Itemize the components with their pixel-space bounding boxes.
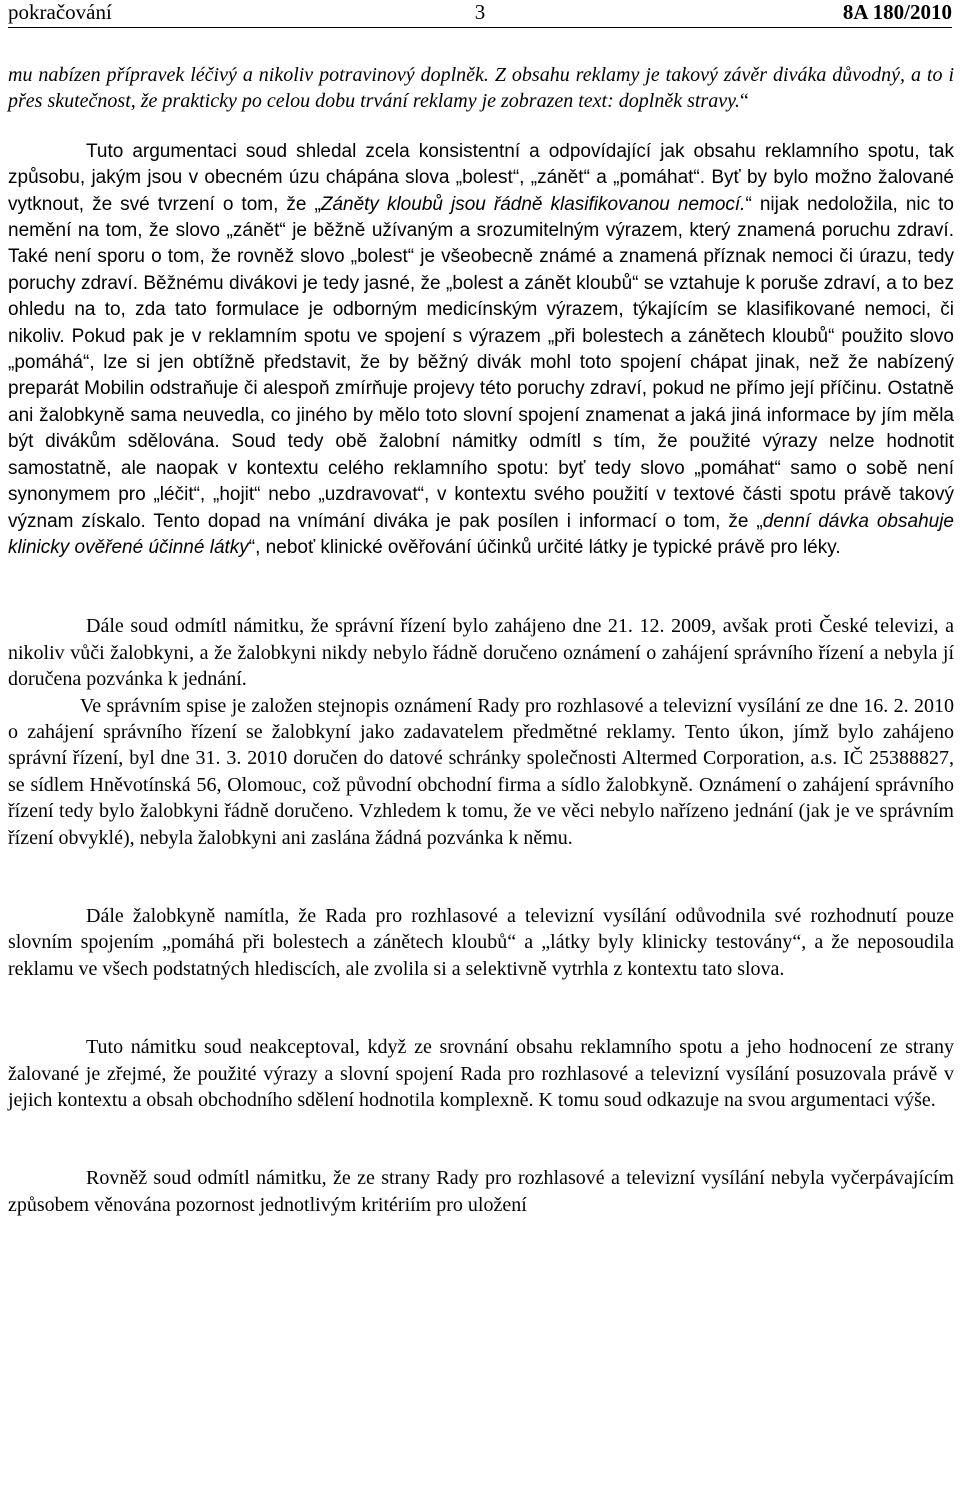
- closing-quote: “: [739, 90, 749, 113]
- paragraph-argumentation-text-c: “, neboť klinické ověřování účinků určité látky je typické právě pro léky.: [248, 536, 841, 558]
- paragraph-argumentation-text-a: Tuto argumentaci soud shledal zcela konsistentní a odpovídající jak obsahu reklamního spotu, tak způsobu, jakým jsou v obecném úzu chápána slova „bolest“, „zánět“ a „pomáhat“. Byť by bylo možno žalované vytknout, že své tvrzení o tom, že „: [8, 140, 954, 215]
- page-header: [8, 0, 952, 36]
- header-divider: [8, 27, 952, 28]
- page-number: 3: [474, 0, 486, 24]
- paragraph-criteria-objection: Rovněž soud odmítl námitku, že ze strany Rady pro rozhlasové a televizní vysílání nebyla vyčerpávajícím způsobem věnována pozornost jednotlivým kritériím pro uložení: [8, 1167, 954, 1216]
- paragraph-proceedings-objection: Dále soud odmítl námitku, že správní řízení bylo zahájeno dne 21. 12. 2009, avšak proti České televizi, a nikoliv vůči žalobkyni, a že žalobkyni nikdy nebylo řádně doručeno oznámení o zahájení správního řízení a nebyla jí doručena pozvánka k jednání.: [8, 615, 954, 691]
- case-number: 8A 180/2010: [842, 0, 952, 24]
- document-body: [8, 62, 954, 1218]
- paragraph-argumentation: [8, 139, 954, 562]
- paragraph-council-reasoning: Dále žalobkyně namítla, že Rada pro rozhlasové a televizní vysílání odůvodnila své rozhodnutí pouze slovním spojením „pomáhá při bolestech a zánětech kloubů“ a „látky byly klinicky testovány“, a že neposoudila reklamu ve všech podstatných hlediscích, ale zvolila si a selektivně vytrhla z kontextu tato slova.: [8, 904, 954, 980]
- italic-phrase-claim: Záněty kloubů jsou řádně klasifikovanou nemocí.: [320, 193, 746, 215]
- paragraph-quote-end: [8, 62, 954, 115]
- paragraph-argumentation-text-b: “ nijak nedoložila, nic to nemění na tom, že slovo „zánět“ je běžně užívaným a srozumitelným výrazem, který znamená poruchu zdraví. Také není sporu o tom, že rovněž slovo „bolest“ je všeobecně známé a znamená příznak nemoci či úrazu, tedy poruchy zdraví. Běžnému divákovi je tedy jasné, že „bolest a zánět kloubů“ se vztahuje k poruše zdraví, a to bez ohledu na to, zda tato formulace je odborným medicínským výrazem, týkajícím se klasifikované nemoci, či nikoliv. Pokud pak je v reklamním spotu ve spojení s výrazem „při bolestech a zánětech kloubů“ použito slovo „pomáhá“, lze si jen obtížně představit, že by běžný divák mohl toto spojení chápat jinak, než že nabízený preparát Mobilin odstraňuje či alespoň zmírňuje projevy této poruchy zdraví, pokud ne přímo její příčinu. Ostatně ani žalobkyně sama neuvedla, co jiného by mělo toto slovní spojení znamenat a jaká jiná informace by jím měla být divákům sdělována. Soud tedy obě žalobní námitky odmítl s tím, že použité výrazy nelze hodnotit samostatně, ale naopak v kontextu celého reklamního spotu: byť tedy slovo „pomáhat“ samo o sobě není synonymem pro „léčit“, „hojit“ nebo „uzdravovat“, v kontextu svého použití v textové části spotu právě takový význam získalo. Tento dopad na vnímání diváka je pak posílen i informací o tom, že „: [8, 193, 954, 532]
- italic-phrase-dose: denní dávka obsahuje klinicky ověřené účinné látky: [8, 510, 954, 558]
- paragraph-administrative-file: Ve správním spise je založen stejnopis oznámení Rady pro rozhlasové a televizní vysílání ze dne 16. 2. 2010 o zahájení správního řízení se žalobkyní jako zadavatelem předmětné reklamy. Tento úkon, jímž bylo zahájeno správní řízení, byl dne 31. 3. 2010 doručen do datové schránky společnosti Altermed Corporation, a.s. IČ 25388827, se sídlem Hněvotínská 56, Olomouc, což původní obchodní firma a sídlo žalobkyně. Oznámení o zahájení správního řízení tedy bylo žalobkyni řádně doručeno. Vzhledem k tomu, že ve věci nebylo nařízeno jednání (jak je ve správním řízení obvyklé), nebyla žalobkyni ani zaslána žádná pozvánka k němu.: [8, 694, 954, 849]
- italic-quotation: mu nabízen přípravek léčivý a nikoliv potravinový doplněk. Z obsahu reklamy je takový závěr diváka důvodný, a to i přes skutečnost, že prakticky po celou dobu trvání reklamy je zobrazen text: doplněk stravy.: [8, 64, 954, 113]
- paragraph-court-response: Tuto námitku soud neakceptoval, když ze srovnání obsahu reklamního spotu a jeho hodnocení ze strany žalované je zřejmé, že použité výrazy a slovní spojení Rada pro rozhlasové a televizní vysílání posuzovala právě v jejich kontextu a obsah obchodního sdělení hodnotila komplexně. K tomu soud odkazuje na svou argumentaci výše.: [8, 1036, 954, 1111]
- header-continuation-label: pokračování: [8, 0, 112, 24]
